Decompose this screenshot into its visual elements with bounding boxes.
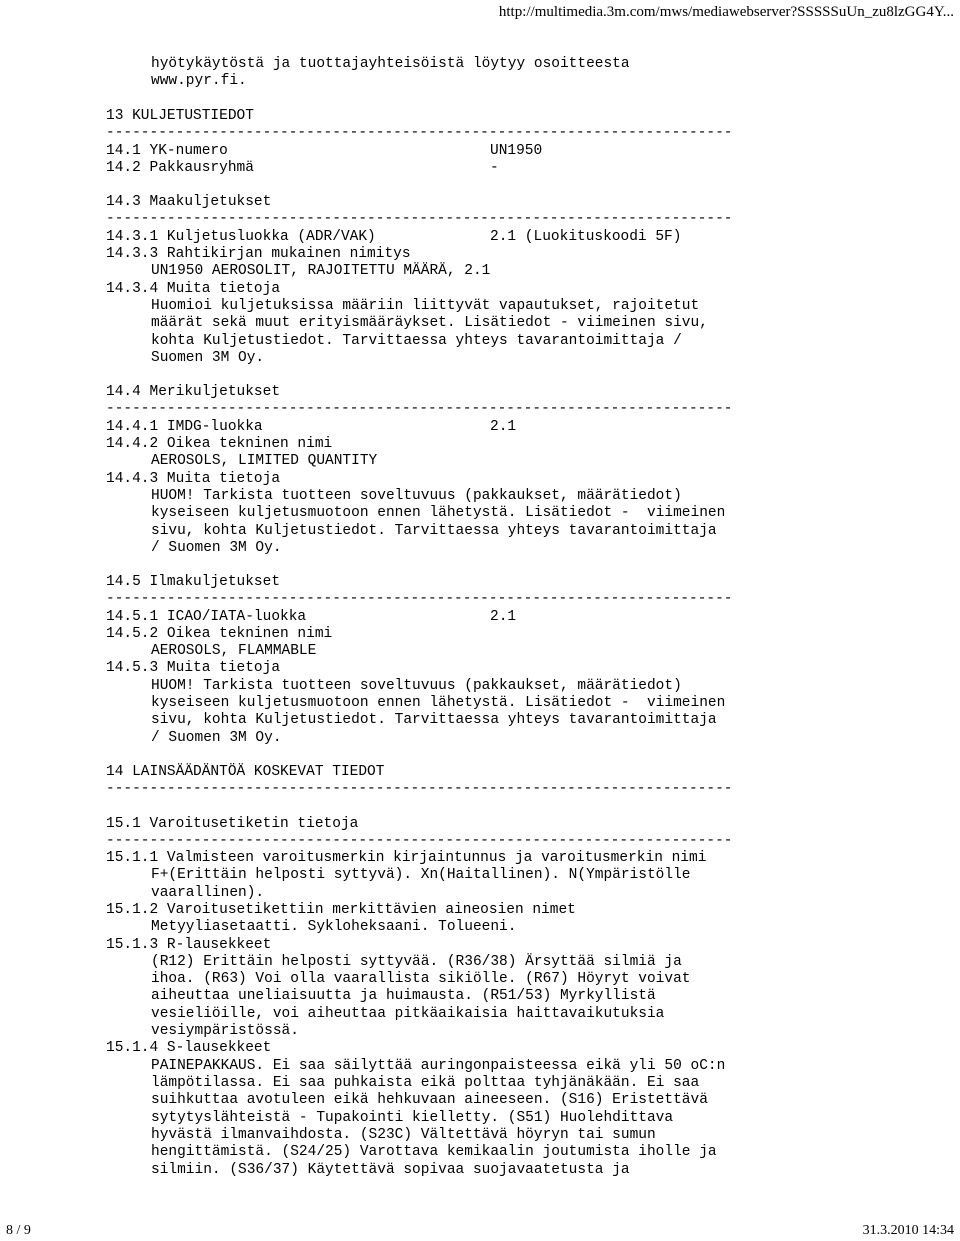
text-line: vaarallinen). <box>151 885 265 901</box>
page-number: 8 / 9 <box>6 1223 31 1238</box>
divider: ------------------------------------------------------------------------ <box>106 781 733 797</box>
text-line: HUOM! Tarkista tuotteen soveltuvuus (pakkaukset, määrätiedot) <box>151 678 682 694</box>
text-line: kyseiseen kuljetusmuotoon ennen lähetystä. Lisätiedot - viimeinen <box>151 695 726 711</box>
text-line: kohta Kuljetustiedot. Tarvittaessa yhteys tavarantoimittaja / <box>151 333 682 349</box>
text-line: Huomioi kuljetuksissa määriin liittyvät vapautukset, rajoitetut <box>151 298 700 314</box>
text-line: aiheuttaa uneliaisuutta ja huimausta. (R51/53) Myrkyllistä <box>151 988 656 1004</box>
text-line: Metyyliasetaatti. Sykloheksaani. Tolueeni. <box>151 919 517 935</box>
field-value: AEROSOLS, FLAMMABLE <box>151 643 317 659</box>
field-label: 15.1.2 Varoitusetikettiin merkittävien aineosien nimet <box>106 902 576 918</box>
print-datetime: 31.3.2010 14:34 <box>862 1223 954 1238</box>
divider: ------------------------------------------------------------------------ <box>106 211 733 227</box>
divider: ------------------------------------------------------------------------ <box>106 401 733 417</box>
text-line: F+(Erittäin helposti syttyvä). Xn(Haitallinen). N(Ympäristölle <box>151 867 691 883</box>
text-line: vesieliöille, voi aiheuttaa pitkäaikaisia haittavaikutuksia <box>151 1006 665 1022</box>
section-title: 14.3 Maakuljetukset <box>106 194 272 210</box>
text-line: sytytyslähteistä - Tupakointi kielletty. (S51) Huolehdittava <box>151 1110 674 1126</box>
intro-line: www.pyr.fi. <box>151 73 247 89</box>
text-line: määrät sekä muut erityismääräykset. Lisätiedot - viimeinen sivu, <box>151 315 708 331</box>
field-label: 15.1.4 S-lausekkeet <box>106 1040 272 1056</box>
field-value: - <box>490 160 499 176</box>
field-label: 14.3.4 Muita tietoja <box>106 281 281 297</box>
intro-line: hyötykäytöstä ja tuottajayhteisöistä löytyy osoitteesta <box>151 56 630 72</box>
field-label: 14.3.3 Rahtikirjan mukainen nimitys <box>106 246 411 262</box>
divider: ------------------------------------------------------------------------ <box>106 591 733 607</box>
field-value: 2.1 (Luokituskoodi 5F) <box>490 229 682 245</box>
text-line: PAINEPAKKAUS. Ei saa säilyttää auringonpaisteessa eikä yli 50 oC:n <box>151 1058 726 1074</box>
field-label: 14.4.2 Oikea tekninen nimi <box>106 436 333 452</box>
page-url: http://multimedia.3m.com/mws/mediawebserver?SSSSSuUn_zu8lzGG4Y... <box>498 4 954 20</box>
section-title: 14.4 Merikuljetukset <box>106 384 281 400</box>
field-label: 14.5.3 Muita tietoja <box>106 660 281 676</box>
field-value: 2.1 <box>490 419 517 435</box>
field-label: 15.1.1 Valmisteen varoitusmerkin kirjaintunnus ja varoitusmerkin nimi <box>106 850 707 866</box>
text-line: silmiin. (S36/37) Käytettävä sopivaa suojavaatetusta ja <box>151 1162 630 1178</box>
field-label: 14.4.3 Muita tietoja <box>106 471 281 487</box>
field-value: UN1950 <box>490 143 543 159</box>
section-title: 15.1 Varoitusetiketin tietoja <box>106 816 359 832</box>
field-value: UN1950 AEROSOLIT, RAJOITETTU MÄÄRÄ, 2.1 <box>151 263 491 279</box>
text-line: ihoa. (R63) Voi olla vaarallista sikiölle. (R67) Höyryt voivat <box>151 971 691 987</box>
field-label: 15.1.3 R-lausekkeet <box>106 937 272 953</box>
text-line: (R12) Erittäin helposti syttyvää. (R36/38) Ärsyttää silmiä ja <box>151 954 682 970</box>
text-line: sivu, kohta Kuljetustiedot. Tarvittaessa yhteys tavarantoimittaja <box>151 712 717 728</box>
field-label: 14.1 YK-numero <box>106 143 228 159</box>
text-line: lämpötilassa. Ei saa puhkaista eikä polttaa tyhjänäkään. Ei saa <box>151 1075 700 1091</box>
text-line: kyseiseen kuljetusmuotoon ennen lähetystä. Lisätiedot - viimeinen <box>151 505 726 521</box>
text-line: / Suomen 3M Oy. <box>151 540 282 556</box>
text-line: hyvästä ilmanvaihdosta. (S23C) Vältettävä höyryn tai sumun <box>151 1127 656 1143</box>
field-label: 14.4.1 IMDG-luokka <box>106 419 263 435</box>
text-line: / Suomen 3M Oy. <box>151 730 282 746</box>
field-label: 14.5.1 ICAO/IATA-luokka <box>106 609 307 625</box>
text-line: hengittämistä. (S24/25) Varottava kemikaalin joutumista iholle ja <box>151 1144 717 1160</box>
text-line: Suomen 3M Oy. <box>151 350 265 366</box>
text-line: sivu, kohta Kuljetustiedot. Tarvittaessa yhteys tavarantoimittaja <box>151 523 717 539</box>
text-line: suihkuttaa avotuleen eikä hehkuvaan aineeseen. (S16) Eristettävä <box>151 1092 708 1108</box>
field-label: 14.3.1 Kuljetusluokka (ADR/VAK) <box>106 229 376 245</box>
divider: ------------------------------------------------------------------------ <box>106 833 733 849</box>
text-line: vesiympäristössä. <box>151 1023 299 1039</box>
field-label: 14.2 Pakkausryhmä <box>106 160 254 176</box>
text-line: HUOM! Tarkista tuotteen soveltuvuus (pakkaukset, määrätiedot) <box>151 488 682 504</box>
divider: ------------------------------------------------------------------------ <box>106 125 733 141</box>
section-title: 14 LAINSÄÄDÄNTÖÄ KOSKEVAT TIEDOT <box>106 764 385 780</box>
field-label: 14.5.2 Oikea tekninen nimi <box>106 626 333 642</box>
field-value: 2.1 <box>490 609 517 625</box>
section-title: 13 KULJETUSTIEDOT <box>106 108 254 124</box>
field-value: AEROSOLS, LIMITED QUANTITY <box>151 453 378 469</box>
section-title: 14.5 Ilmakuljetukset <box>106 574 281 590</box>
